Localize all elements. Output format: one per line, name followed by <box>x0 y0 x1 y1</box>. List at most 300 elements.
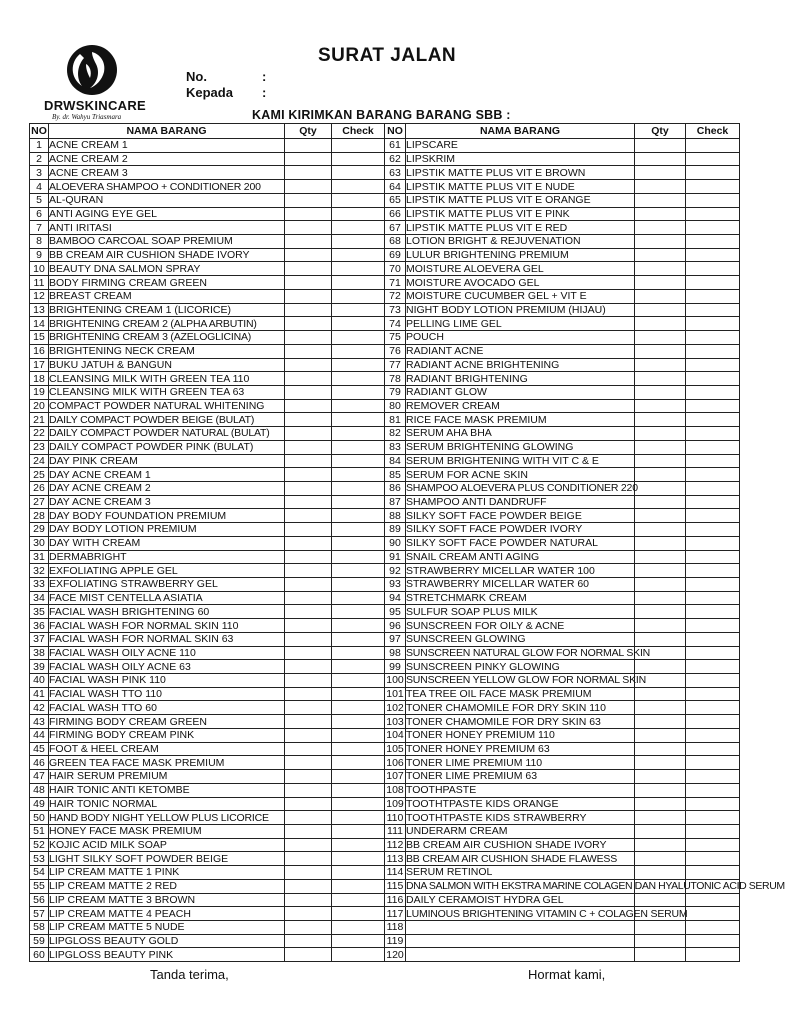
item-name: TONER CHAMOMILE FOR DRY SKIN 110 <box>406 701 635 715</box>
check-cell <box>332 262 385 276</box>
check-cell <box>332 523 385 537</box>
item-name: BEAUTY DNA SALMON SPRAY <box>49 262 285 276</box>
qty-cell <box>285 276 332 290</box>
check-cell <box>332 427 385 441</box>
item-name: FACIAL WASH TTO 60 <box>49 701 285 715</box>
item-number: 97 <box>385 632 406 646</box>
table-row <box>30 536 740 550</box>
qty-cell <box>635 262 686 276</box>
table-row <box>30 303 740 317</box>
item-name: DAILY COMPACT POWDER BEIGE (BULAT) <box>49 413 285 427</box>
check-cell <box>332 235 385 249</box>
item-number: 23 <box>30 440 49 454</box>
table-row <box>30 235 740 249</box>
check-cell <box>686 509 740 523</box>
item-name: SERUM BRIGHTENING GLOWING <box>406 440 635 454</box>
item-number: 18 <box>30 372 49 386</box>
item-number: 29 <box>30 523 49 537</box>
item-name: LIP CREAM MATTE 2 RED <box>49 879 285 893</box>
check-cell <box>332 139 385 153</box>
item-name: EXFOLIATING STRAWBERRY GEL <box>49 578 285 592</box>
check-cell <box>332 811 385 825</box>
check-cell <box>686 331 740 345</box>
qty-cell <box>285 248 332 262</box>
item-number: 59 <box>30 934 49 948</box>
table-row <box>30 344 740 358</box>
check-cell <box>332 756 385 770</box>
item-name: FACIAL WASH BRIGHTENING 60 <box>49 605 285 619</box>
item-number: 83 <box>385 440 406 454</box>
item-number: 14 <box>30 317 49 331</box>
item-number: 42 <box>30 701 49 715</box>
item-number: 92 <box>385 564 406 578</box>
qty-cell <box>285 207 332 221</box>
check-cell <box>686 934 740 948</box>
qty-cell <box>285 180 332 194</box>
qty-cell <box>285 578 332 592</box>
item-name: DAY ACNE CREAM 3 <box>49 495 285 509</box>
item-name: FOOT & HEEL CREAM <box>49 742 285 756</box>
item-number: 20 <box>30 399 49 413</box>
item-name: LIP CREAM MATTE 4 PEACH <box>49 907 285 921</box>
item-name: TONER HONEY PREMIUM 63 <box>406 742 635 756</box>
item-number: 51 <box>30 824 49 838</box>
qty-cell <box>285 838 332 852</box>
table-row <box>30 660 740 674</box>
item-number: 48 <box>30 783 49 797</box>
check-cell <box>686 838 740 852</box>
qty-cell <box>635 536 686 550</box>
item-number: 87 <box>385 495 406 509</box>
table-row <box>30 440 740 454</box>
item-name: TONER CHAMOMILE FOR DRY SKIN 63 <box>406 715 635 729</box>
item-name: LIPSTIK MATTE PLUS VIT E NUDE <box>406 180 635 194</box>
item-number: 74 <box>385 317 406 331</box>
kepada-colon: : <box>262 85 267 100</box>
item-number: 47 <box>30 770 49 784</box>
check-cell <box>686 619 740 633</box>
item-number: 109 <box>386 797 404 810</box>
item-name: NIGHT BODY LOTION PREMIUM (HIJAU) <box>406 303 635 317</box>
item-name: POUCH <box>406 331 635 345</box>
qty-cell <box>285 770 332 784</box>
table-row <box>30 427 740 441</box>
item-number: 90 <box>385 536 406 550</box>
table-row <box>30 166 740 180</box>
qty-cell <box>635 166 686 180</box>
item-number: 38 <box>30 646 49 660</box>
item-number: 71 <box>385 276 406 290</box>
check-cell <box>332 797 385 811</box>
item-name: SERUM FOR ACNE SKIN <box>406 468 635 482</box>
qty-cell <box>635 742 686 756</box>
item-name: STRETCHMARK CREAM <box>406 591 635 605</box>
qty-cell <box>635 564 686 578</box>
table-row <box>30 728 740 742</box>
check-cell <box>686 427 740 441</box>
item-number: 10 <box>30 262 49 276</box>
table-row <box>30 372 740 386</box>
qty-cell <box>635 139 686 153</box>
qty-cell <box>635 413 686 427</box>
qty-cell <box>285 221 332 235</box>
check-cell <box>332 495 385 509</box>
qty-cell <box>285 550 332 564</box>
item-number: 54 <box>30 866 49 880</box>
item-name: SUNSCREEN YELLOW GLOW FOR NORMAL SKIN <box>406 674 646 687</box>
item-name: ALOEVERA SHAMPOO + CONDITIONER 200 <box>49 180 285 194</box>
item-name: LULUR BRIGHTENING PREMIUM <box>406 248 635 262</box>
qty-cell <box>285 289 332 303</box>
check-cell <box>686 413 740 427</box>
item-number: 57 <box>30 907 49 921</box>
item-name: TONER LIME PREMIUM 110 <box>406 756 635 770</box>
item-number: 93 <box>385 578 406 592</box>
item-number: 76 <box>385 344 406 358</box>
check-cell <box>332 440 385 454</box>
document-subtitle: KAMI KIRIMKAN BARANG BARANG SBB : <box>252 108 511 122</box>
qty-cell <box>635 289 686 303</box>
qty-cell <box>285 440 332 454</box>
item-name: DNA SALMON WITH EKSTRA MARINE COLAGEN DAN HYALUTONIC ACID SERUM <box>406 880 785 893</box>
check-cell <box>686 893 740 907</box>
table-row <box>30 701 740 715</box>
item-number: 77 <box>385 358 406 372</box>
qty-cell <box>635 756 686 770</box>
check-cell <box>686 303 740 317</box>
check-cell <box>332 207 385 221</box>
item-number: 2 <box>30 152 49 166</box>
item-number: 96 <box>385 619 406 633</box>
check-cell <box>686 358 740 372</box>
item-number: 115 <box>385 879 406 893</box>
check-cell <box>332 193 385 207</box>
item-name: BB CREAM AIR CUSHION SHADE FLAWESS <box>406 852 635 866</box>
qty-cell <box>285 468 332 482</box>
item-number: 101 <box>386 688 404 701</box>
check-cell <box>332 550 385 564</box>
qty-cell <box>635 358 686 372</box>
item-number: 11 <box>30 276 49 290</box>
item-number: 66 <box>385 207 406 221</box>
item-name: LIPSTIK MATTE PLUS VIT E RED <box>406 221 635 235</box>
table-row <box>30 193 740 207</box>
qty-cell <box>285 523 332 537</box>
item-name: PELLING LIME GEL <box>406 317 635 331</box>
item-number: 15 <box>30 331 49 345</box>
check-cell <box>686 715 740 729</box>
item-number: 13 <box>30 303 49 317</box>
qty-cell <box>635 934 686 948</box>
item-name: BRIGHTENING CREAM 1 (LICORICE) <box>49 303 285 317</box>
item-number: 24 <box>30 454 49 468</box>
check-cell <box>332 674 385 688</box>
qty-cell <box>635 605 686 619</box>
footer-hormat-kami: Hormat kami, <box>528 967 606 982</box>
item-number: 68 <box>385 235 406 249</box>
check-cell <box>686 632 740 646</box>
item-name: ANTI AGING EYE GEL <box>49 207 285 221</box>
col-header-nama-barang: NAMA BARANG <box>406 124 635 139</box>
item-number: 12 <box>30 289 49 303</box>
check-cell <box>686 399 740 413</box>
table-row <box>30 852 740 866</box>
item-number: 16 <box>30 344 49 358</box>
qty-cell <box>285 797 332 811</box>
check-cell <box>332 701 385 715</box>
qty-cell <box>635 440 686 454</box>
table-row <box>30 811 740 825</box>
table-row <box>30 838 740 852</box>
item-number: 58 <box>30 920 49 934</box>
check-cell <box>686 440 740 454</box>
check-cell <box>686 550 740 564</box>
qty-cell <box>635 221 686 235</box>
item-name: HONEY FACE MASK PREMIUM <box>49 824 285 838</box>
item-number: 8 <box>30 235 49 249</box>
qty-cell <box>285 536 332 550</box>
item-number: 40 <box>30 674 49 688</box>
item-name: LIPSTIK MATTE PLUS VIT E PINK <box>406 207 635 221</box>
item-name: TONER HONEY PREMIUM 110 <box>406 728 635 742</box>
item-number: 106 <box>386 756 404 769</box>
qty-cell <box>285 152 332 166</box>
table-row <box>30 289 740 303</box>
item-name: SUNSCREEN PINKY GLOWING <box>406 660 635 674</box>
item-name: BRIGHTENING NECK CREAM <box>49 344 285 358</box>
table-header-row <box>30 124 740 139</box>
check-cell <box>686 152 740 166</box>
qty-cell <box>285 509 332 523</box>
item-number: 107 <box>386 770 404 783</box>
item-name: DAY ACNE CREAM 1 <box>49 468 285 482</box>
item-number: 103 <box>386 715 404 728</box>
item-name: SILKY SOFT FACE POWDER IVORY <box>406 523 635 537</box>
item-name: RADIANT GLOW <box>406 385 635 399</box>
item-number: 52 <box>30 838 49 852</box>
item-number: 56 <box>30 893 49 907</box>
qty-cell <box>635 180 686 194</box>
check-cell <box>686 852 740 866</box>
qty-cell <box>635 427 686 441</box>
item-name: MOISTURE AVOCADO GEL <box>406 276 635 290</box>
item-name: MOISTURE CUCUMBER GEL + VIT E <box>406 289 635 303</box>
item-number: 91 <box>385 550 406 564</box>
qty-cell <box>285 303 332 317</box>
item-name: FACIAL WASH PINK 110 <box>49 674 285 688</box>
item-name: LIPSKRIM <box>406 152 635 166</box>
item-number: 85 <box>385 468 406 482</box>
item-name: RADIANT ACNE BRIGHTENING <box>406 358 635 372</box>
check-cell <box>686 907 740 921</box>
item-name: LIP CREAM MATTE 3 BROWN <box>49 893 285 907</box>
items-table <box>29 123 785 962</box>
item-number: 41 <box>30 687 49 701</box>
check-cell <box>332 578 385 592</box>
item-name: STRAWBERRY MICELLAR WATER 60 <box>406 578 635 592</box>
item-number: 98 <box>385 646 406 660</box>
table-row <box>30 180 740 194</box>
check-cell <box>332 276 385 290</box>
item-number: 86 <box>385 481 406 495</box>
kepada-label: Kepada <box>186 85 233 100</box>
qty-cell <box>285 399 332 413</box>
item-number: 27 <box>30 495 49 509</box>
item-name: SERUM AHA BHA <box>406 427 635 441</box>
item-name: RADIANT ACNE <box>406 344 635 358</box>
qty-cell <box>635 385 686 399</box>
table-row <box>30 742 740 756</box>
table-row <box>30 770 740 784</box>
check-cell <box>332 344 385 358</box>
qty-cell <box>285 728 332 742</box>
table-row <box>30 358 740 372</box>
item-name: AL-QURAN <box>49 193 285 207</box>
item-name: CLEANSING MILK WITH GREEN TEA 63 <box>49 385 285 399</box>
item-name: DAILY COMPACT POWDER NATURAL (BULAT) <box>49 427 285 441</box>
qty-cell <box>635 248 686 262</box>
check-cell <box>686 468 740 482</box>
check-cell <box>686 811 740 825</box>
item-number: 113 <box>385 852 406 866</box>
item-name: LIPGLOSS BEAUTY GOLD <box>49 934 285 948</box>
qty-cell <box>285 907 332 921</box>
check-cell <box>332 619 385 633</box>
check-cell <box>686 235 740 249</box>
table-row <box>30 481 740 495</box>
item-number: 111 <box>385 824 406 838</box>
qty-cell <box>635 193 686 207</box>
check-cell <box>332 385 385 399</box>
qty-cell <box>285 687 332 701</box>
table-row <box>30 866 740 880</box>
check-cell <box>332 948 385 962</box>
qty-cell <box>635 207 686 221</box>
item-name: CLEANSING MILK WITH GREEN TEA 110 <box>49 372 285 386</box>
item-number: 69 <box>385 248 406 262</box>
check-cell <box>332 180 385 194</box>
item-name: SHAMPOO ALOEVERA PLUS CONDITIONER 220 <box>406 482 638 495</box>
item-number: 35 <box>30 605 49 619</box>
check-cell <box>332 715 385 729</box>
item-number: 116 <box>385 893 406 907</box>
check-cell <box>686 660 740 674</box>
item-name: DAY PINK CREAM <box>49 454 285 468</box>
item-number: 17 <box>30 358 49 372</box>
item-name: EXFOLIATING APPLE GEL <box>49 564 285 578</box>
check-cell <box>686 756 740 770</box>
check-cell <box>686 564 740 578</box>
table-row <box>30 139 740 153</box>
item-name: SNAIL CREAM ANTI AGING <box>406 550 635 564</box>
qty-cell <box>285 866 332 880</box>
kepada-field <box>186 85 267 100</box>
qty-cell <box>285 413 332 427</box>
check-cell <box>686 770 740 784</box>
item-name: FACIAL WASH OILY ACNE 63 <box>49 660 285 674</box>
brand-name: DRWSKINCARE <box>44 98 147 113</box>
item-name: SUNSCREEN FOR OILY & ACNE <box>406 619 635 633</box>
qty-cell <box>285 385 332 399</box>
item-name: BRIGHTENING CREAM 2 (ALPHA ARBUTIN) <box>49 317 285 331</box>
check-cell <box>686 920 740 934</box>
no-field <box>186 69 267 84</box>
qty-cell <box>285 166 332 180</box>
table-row <box>30 783 740 797</box>
qty-cell <box>285 235 332 249</box>
qty-cell <box>635 948 686 962</box>
qty-cell <box>635 824 686 838</box>
table-row <box>30 399 740 413</box>
item-number: 5 <box>30 193 49 207</box>
qty-cell <box>635 344 686 358</box>
item-number: 46 <box>30 756 49 770</box>
table-row <box>30 262 740 276</box>
item-number: 78 <box>385 372 406 386</box>
item-number: 21 <box>30 413 49 427</box>
check-cell <box>332 509 385 523</box>
item-number: 120 <box>386 948 404 961</box>
item-name: ACNE CREAM 3 <box>49 166 285 180</box>
item-name: DAY WITH CREAM <box>49 536 285 550</box>
check-cell <box>686 536 740 550</box>
item-number: 25 <box>30 468 49 482</box>
check-cell <box>332 413 385 427</box>
item-name: COMPACT POWDER NATURAL WHITENING <box>49 399 285 413</box>
check-cell <box>686 180 740 194</box>
check-cell <box>332 824 385 838</box>
item-number: 30 <box>30 536 49 550</box>
check-cell <box>686 289 740 303</box>
qty-cell <box>635 331 686 345</box>
col-header-check: Check <box>332 124 385 139</box>
qty-cell <box>285 591 332 605</box>
qty-cell <box>635 728 686 742</box>
table-row <box>30 674 740 688</box>
item-number: 50 <box>30 811 49 825</box>
item-number: 53 <box>30 852 49 866</box>
item-name: SULFUR SOAP PLUS MILK <box>406 605 635 619</box>
qty-cell <box>285 893 332 907</box>
table-row <box>30 564 740 578</box>
check-cell <box>332 536 385 550</box>
item-number: 89 <box>385 523 406 537</box>
check-cell <box>332 783 385 797</box>
item-number: 60 <box>30 948 49 962</box>
item-number: 118 <box>385 920 406 934</box>
no-colon: : <box>262 69 267 84</box>
col-header-nama-barang: NAMA BARANG <box>49 124 285 139</box>
item-name: RICE FACE MASK PREMIUM <box>406 413 635 427</box>
qty-cell <box>635 276 686 290</box>
item-name: HAIR SERUM PREMIUM <box>49 770 285 784</box>
qty-cell <box>635 619 686 633</box>
check-cell <box>332 372 385 386</box>
item-name: DAY ACNE CREAM 2 <box>49 481 285 495</box>
qty-cell <box>635 481 686 495</box>
check-cell <box>332 358 385 372</box>
qty-cell <box>285 481 332 495</box>
item-name: LUMINOUS BRIGHTENING VITAMIN C + COLAGEN SERUM <box>406 907 688 920</box>
check-cell <box>332 248 385 262</box>
item-number: 73 <box>385 303 406 317</box>
qty-cell <box>285 139 332 153</box>
table-row <box>30 948 740 962</box>
item-name <box>406 934 635 948</box>
qty-cell <box>285 783 332 797</box>
item-name: BAMBOO CARCOAL SOAP PREMIUM <box>49 235 285 249</box>
item-number: 100 <box>386 674 404 687</box>
